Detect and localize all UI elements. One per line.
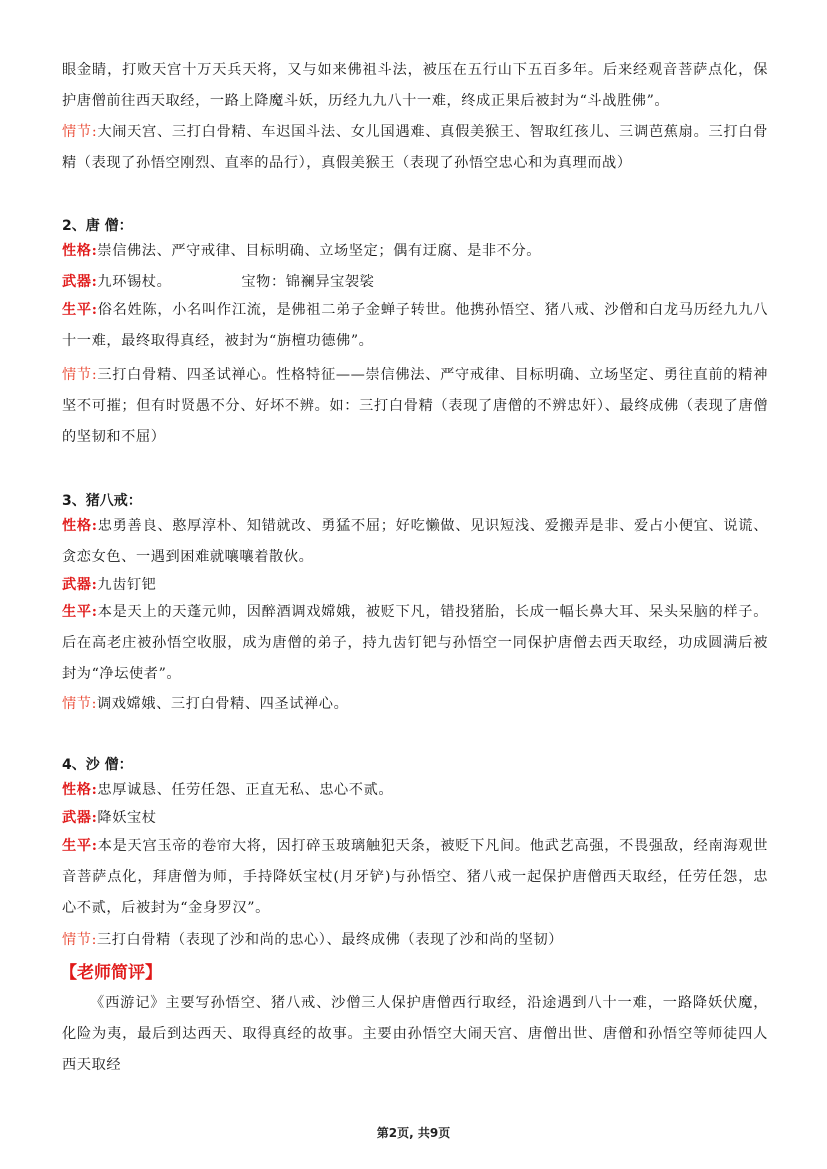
shaseng-bio-text: 本是天宫玉帝的卷帘大将，因打碎玉玻璃触犯天条，被贬下凡间。他武艺高强，不畏强敌，经南海观世音菩萨点化，拜唐僧为师，手持降妖宝杖(月牙铲)与孙悟空、猪八戒一起保护唐僧西天取经，任劳任怨，忠心不贰，后被封为“金身罗汉”。: [62, 838, 768, 916]
tangseng-weapon: [62, 267, 768, 298]
bio-label: 生平:: [62, 838, 98, 854]
bajie-biography: [62, 597, 768, 690]
weapon-label: 武器:: [62, 810, 98, 826]
trait-label: 性格:: [62, 243, 98, 259]
weapon-label: 武器:: [62, 577, 98, 593]
shaseng-biography: [62, 831, 768, 924]
bio-label: 生平:: [62, 604, 98, 620]
bajie-plot-text: 调戏嫦娥、三打白骨精、四圣试禅心。: [96, 696, 349, 712]
tangseng-trait-text: 崇信佛法、严守戒律、目标明确、立场坚定；偶有迂腐、是非不分。: [97, 243, 542, 259]
bajie-plot: [62, 689, 768, 720]
tangseng-plot-text: 三打白骨精、四圣试禅心。性格特征——崇信佛法、严守戒律、目标明确、立场坚定、勇往直前的精神坚不可摧；但有时贤愚不分、好坏不辨。如：三打白骨精（表现了唐僧的不辨忠奸）、最终成佛（表现了唐僧的坚韧和不屈）: [62, 367, 768, 445]
teacher-review-text: 《西游记》主要写孙悟空、猪八戒、沙僧三人保护唐僧西行取经，沿途遇到八十一难，一路降妖伏魔，化险为夷，最后到达西天、取得真经的故事。主要由孙悟空大闹天宫、唐僧出世、唐僧和孙悟空等师徒四人西天取经: [62, 995, 768, 1073]
bajie-traits: [62, 511, 768, 573]
tangseng-weapon-text: 九环锡杖。: [97, 274, 172, 290]
plot-label: 情节:: [62, 124, 98, 140]
plot-label: 情节:: [62, 367, 98, 383]
shaseng-plot: [62, 925, 768, 956]
plot-label: 情节:: [62, 932, 97, 948]
shaseng-traits: [62, 775, 768, 806]
wukong-biography-continued: [62, 55, 768, 117]
bajie-weapon-text: 九齿钉钯: [97, 577, 157, 593]
trait-label: 性格:: [62, 782, 98, 798]
wukong-bio-text: 眼金睛，打败天宫十万天兵天将，又与如来佛祖斗法，被压在五行山下五百多年。后来经观音菩萨点化，保护唐僧前往西天取经，一路上降魔斗妖，历经九九八十一难，终成正果后被封为“斗战胜佛”。: [62, 62, 768, 109]
shaseng-weapon-text: 降妖宝杖: [97, 810, 157, 826]
section-heading-tangseng: 2、唐 僧：: [62, 218, 133, 234]
weapon-label: 武器:: [62, 274, 98, 290]
plot-label: 情节:: [62, 696, 97, 712]
page-number-footer: 第2页, 共9页: [376, 1126, 451, 1140]
tangseng-biography: [62, 295, 768, 357]
bio-label: 生平:: [62, 302, 98, 318]
shaseng-plot-text: 三打白骨精（表现了沙和尚的忠心）、最终成佛（表现了沙和尚的坚韧）: [96, 932, 564, 948]
bajie-bio-text: 本是天上的天蓬元帅，因醉酒调戏嫦娥，被贬下凡，错投猪胎，长成一幅长鼻大耳、呆头呆脑的样子。后在高老庄被孙悟空收服，成为唐僧的弟子，持九齿钉钯与孙悟空一同保护唐僧去西天取经，功成圆满后被封为“净坛使者”。: [62, 604, 768, 682]
trait-label: 性格:: [62, 518, 98, 534]
shaseng-weapon: [62, 803, 768, 834]
wukong-plot-text: 大闹天宫、三打白骨精、车迟国斗法、女儿国遇难、真假美猴王、智取红孩儿、三调芭蕉扇。三打白骨精（表现了孙悟空刚烈、直率的品行），真假美猴王（表现了孙悟空忠心和为真理而战）: [62, 124, 768, 171]
bajie-trait-text: 忠勇善良、憨厚淳朴、知错就改、勇猛不屈；好吃懒做、见识短浅、爱搬弄是非、爱占小便宜、说谎、贪恋女色、一遇到困难就嚷嚷着散伙。: [62, 518, 768, 565]
tangseng-traits: [62, 236, 768, 267]
shaseng-trait-text: 忠厚诚恳、任劳任怨、正直无私、忠心不贰。: [97, 782, 394, 798]
wukong-plot: [62, 117, 768, 179]
teacher-review-heading: 【老师简评】: [60, 963, 162, 983]
tangseng-plot: [62, 360, 768, 453]
tangseng-bio-text: 俗名姓陈，小名叫作江流，是佛祖二弟子金蝉子转世。他携孙悟空、猪八戒、沙僧和白龙马历经九九八十一难，最终取得真经，被封为“旃檀功德佛”。: [62, 302, 768, 349]
section-heading-bajie: 3、猪八戒：: [62, 493, 142, 509]
tangseng-treasure-text: 宝物：锦襕异宝袈裟: [241, 274, 375, 290]
section-heading-shaseng: 4、沙 僧：: [62, 757, 133, 773]
